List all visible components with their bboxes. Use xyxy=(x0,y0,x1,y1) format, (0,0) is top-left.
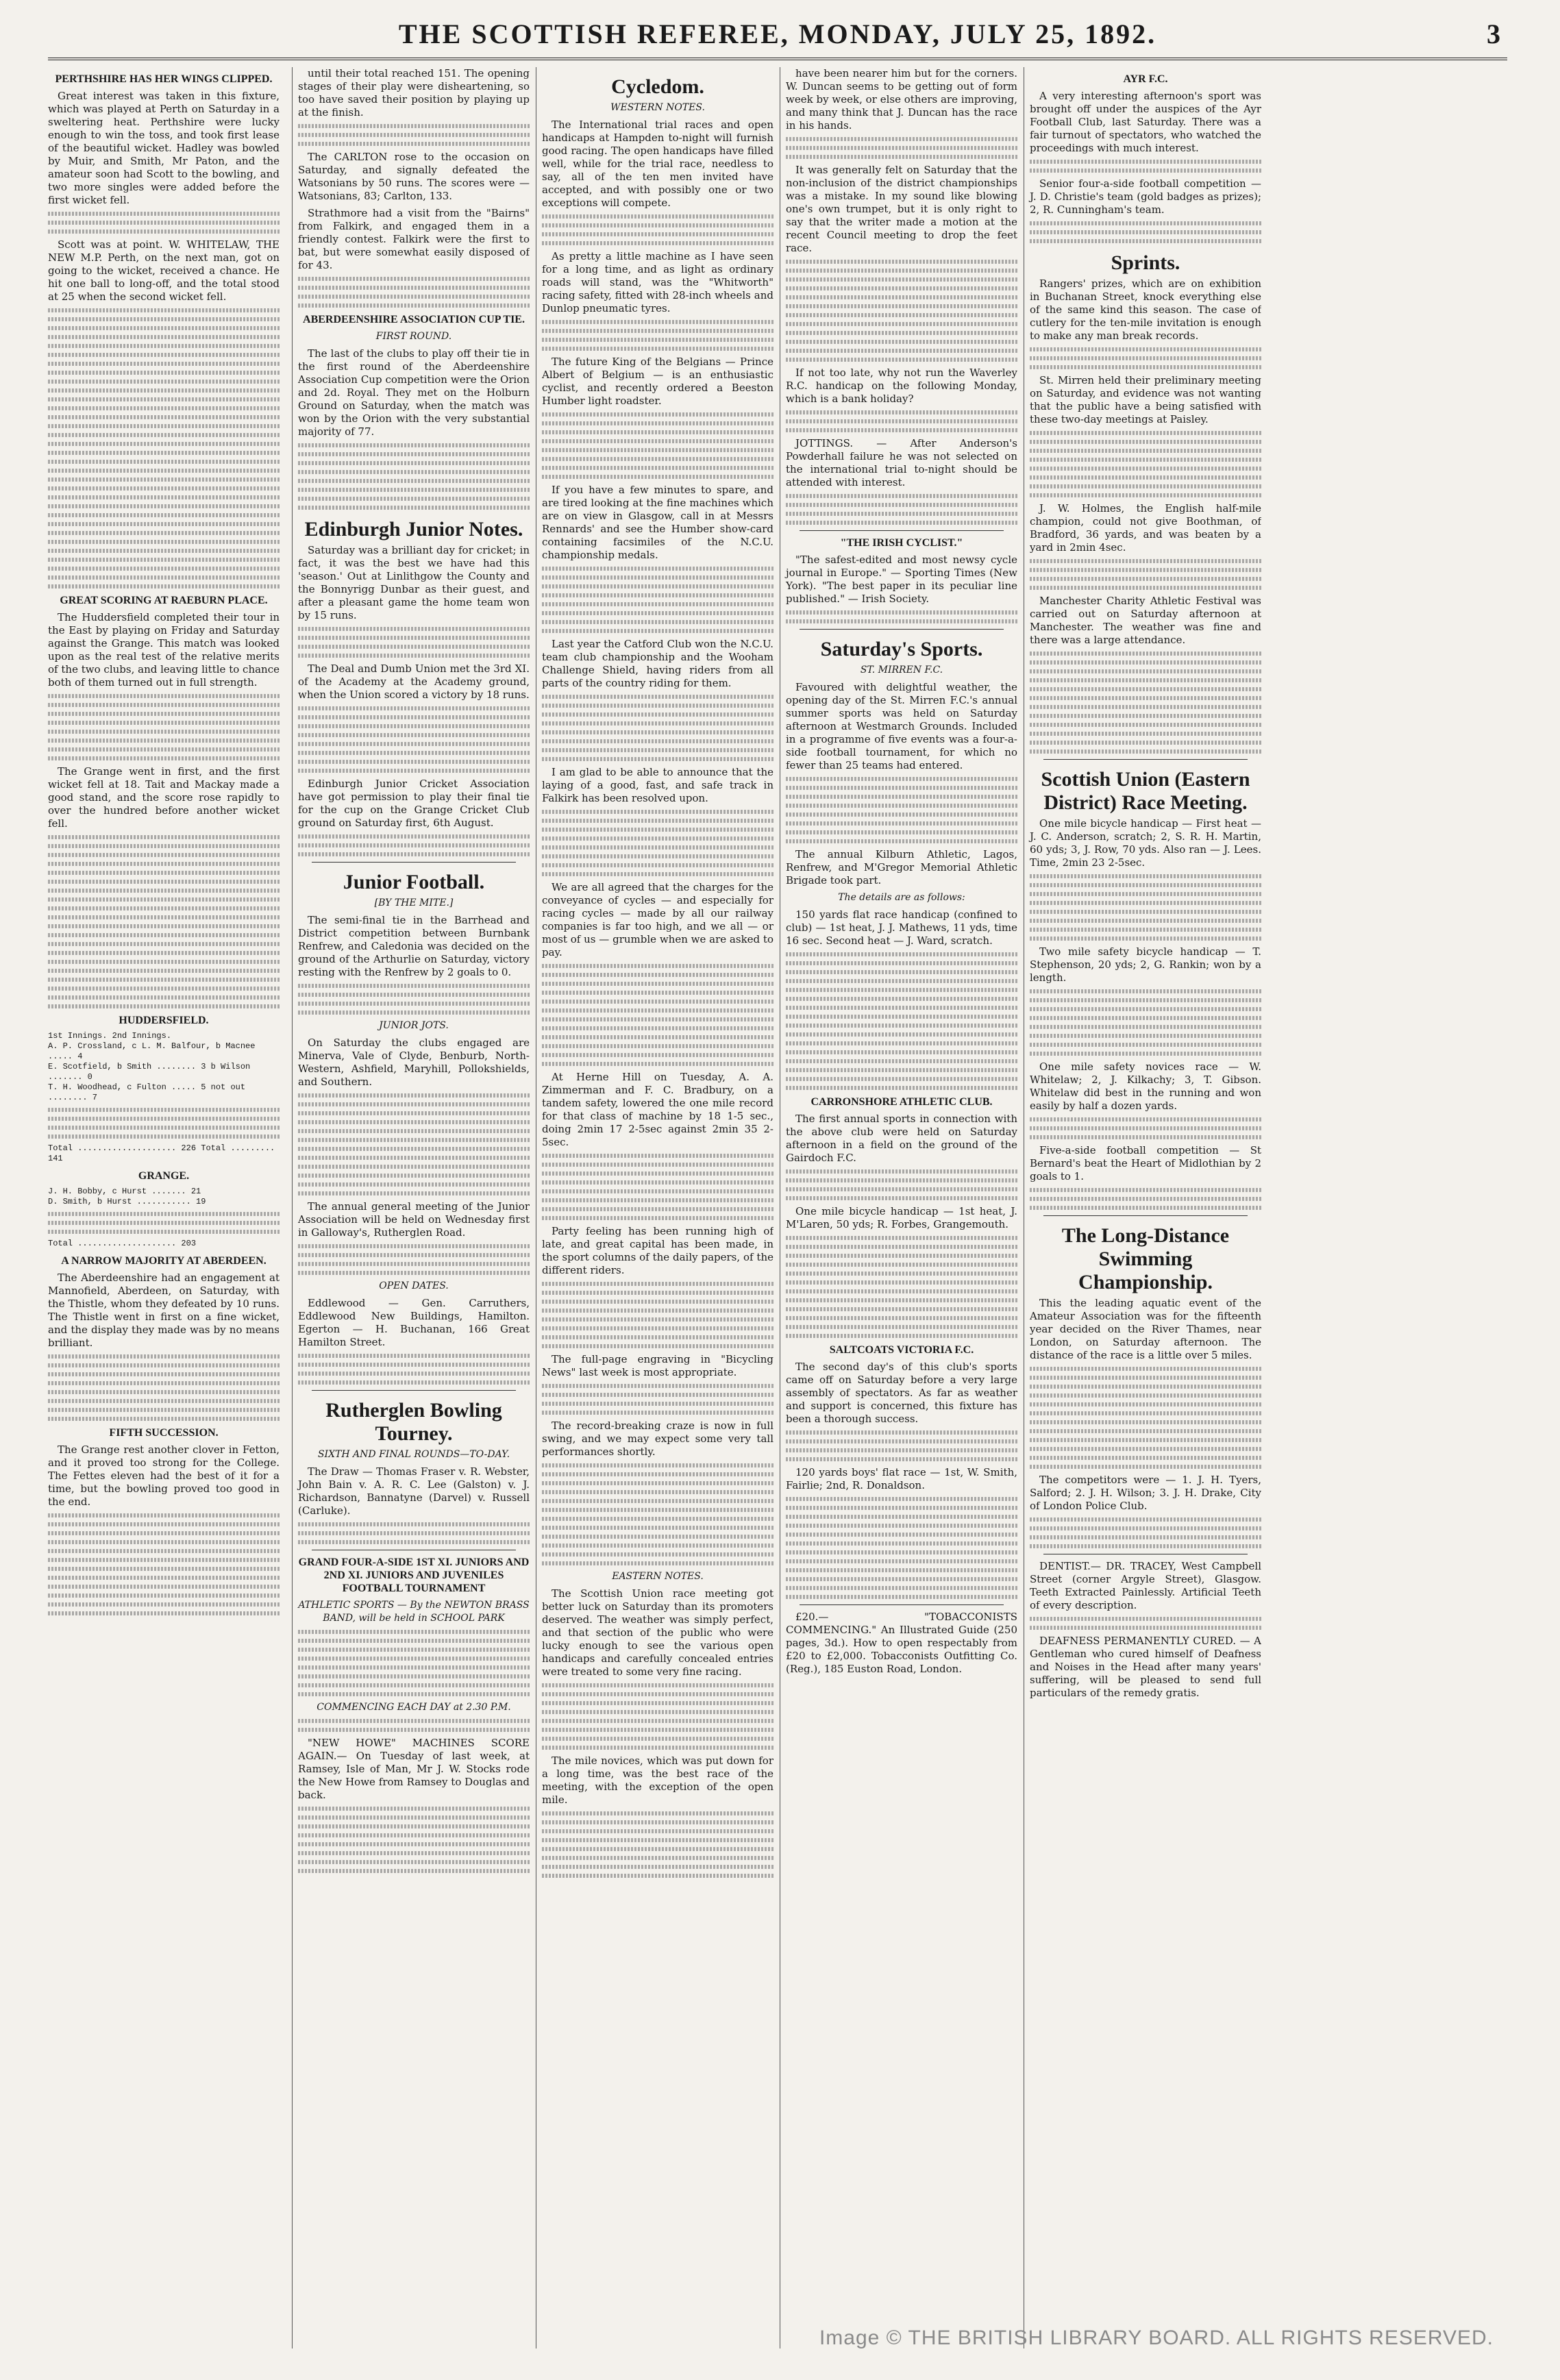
paragraph: As pretty a little machine as I have seen for a long time, and as light as ordinary roads will stand, was the "Whitworth" racing safety, fitted with 28-inch wheels and Dunlop pneumatic tyres. xyxy=(542,250,773,314)
paragraph: Saturday was a brilliant day for cricket; in fact, it was the best we have had this 'season.' Out at Linlithgow the County and the Bonnyrigg Dunbar as their guest, and after a pleasant game the home team won by 15 runs. xyxy=(298,544,530,621)
paragraph: The last of the clubs to play off their tie in the first round of the Aberdeenshire Association Cup competition were the Orion and 2d. Royal. They met on the Holburn Ground on Saturday, when the match was won by the Orion with the very substantial majority of 77. xyxy=(298,347,530,438)
paragraph: St. Mirren held their preliminary meeting on Saturday, and evidence was not wanting that the public have a being satisfied with these two-day meetings at Paisley. xyxy=(1030,374,1261,425)
column-4 xyxy=(780,67,1017,2348)
paragraph: The Grange went in first, and the first wicket fell at 18. Tait and Mackay made a good stand, and the score rose rapidly to over the hundred before another wicket fell. xyxy=(48,765,280,830)
scorecard-line: Total .................... 203 xyxy=(48,1239,197,1248)
masthead xyxy=(48,14,1507,60)
headline-fifth-succession: FIFTH SUCCESSION. xyxy=(109,1427,219,1439)
headline-grange: GRANGE. xyxy=(138,1170,190,1182)
paragraph: until their total reached 151. The opening stages of their play were disheartening, so too have saved their position by playing up at the finish. xyxy=(298,67,530,119)
headline-perthshire: PERTHSHIRE HAS HER WINGS CLIPPED. xyxy=(55,73,273,85)
headline-saltcoats: SALTCOATS VICTORIA F.C. xyxy=(829,1344,974,1356)
paragraph: "NEW HOWE" MACHINES SCORE AGAIN.— On Tuesday of last week, at Ramsey, Isle of Man, Mr J. W. Stocks rode the New Howe from Ramsey to Douglas and back. xyxy=(298,1737,530,1801)
column-5 xyxy=(1024,67,1261,2348)
headline-edinburgh-junior: Edinburgh Junior Notes. xyxy=(304,518,523,541)
paragraph: Rangers' prizes, which are on exhibition in Buchanan Street, knock everything else of the same kind this season. The case of cutlery for the ten-mile invitation is enough to make any man break records. xyxy=(1030,277,1261,342)
scorecard-line: T. H. Woodhead, c Fulton ..... 5 not out ........ 7 xyxy=(48,1082,246,1102)
paragraph: The full-page engraving in "Bicycling News" last week is most appropriate. xyxy=(542,1353,773,1378)
headline-junior-football: Junior Football. xyxy=(343,871,485,893)
paragraph: The competitors were — 1. J. H. Tyers, Salford; 2. J. H. Wilson; 3. J. H. Drake, City of London Police Club. xyxy=(1030,1474,1261,1512)
paragraph: The first annual sports in connection with the above club were held on Saturday afternoon in a field on the ground of the Gairdoch F.C. xyxy=(786,1113,1017,1164)
paragraph: If not too late, why not run the Waverley R.C. handicap on the following Monday, which is a bank holiday? xyxy=(786,367,1017,405)
paragraph: Scott was at point. W. WHITELAW, THE NEW M.P. Perth, on the next man, got on going to the wicket, received a chance. He hit one ball to long-off, and the total stood at 25 when the second wicket fell. xyxy=(48,238,280,303)
headline-raeburn: GREAT SCORING AT RAEBURN PLACE. xyxy=(60,595,268,606)
paragraph: On Saturday the clubs engaged are Minerva, Vale of Clyde, Benburb, North-Western, Ashfield, Maryhill, Pollokshields, and Southern. xyxy=(298,1037,530,1088)
paragraph: One mile bicycle handicap — First heat — J. C. Anderson, scratch; 2, S. R. H. Martin, 60 yds; 3, J. Row, 70 yds. Also ran — J. Lees. Time, 2min 23 2-5sec. xyxy=(1030,817,1261,869)
subheading: The details are as follows: xyxy=(838,892,965,903)
paragraph: "The safest-edited and most newsy cycle journal in Europe." — Sporting Times (New York). "The best paper in its peculiar line published." — Irish Society. xyxy=(786,554,1017,605)
paragraph: I am glad to be able to announce that the laying of a good, fast, and safe track in Falkirk has been resolved upon. xyxy=(542,766,773,804)
scorecard-line: Total .................... 226 Total ......... 141 xyxy=(48,1143,275,1163)
paragraph: Strathmore had a visit from the "Bairns" from Falkirk, and engaged them in a friendly contest. Falkirk were the first to bat, but were somewhat easily disposed of for 43. xyxy=(298,207,530,271)
paragraph: This the leading aquatic event of the Amateur Association was for the fifteenth year decided on the River Thames, near London, on Saturday afternoon. The distance of the race is a little over 5 miles. xyxy=(1030,1297,1261,1361)
paragraph: The Scottish Union race meeting got better luck on Saturday than its promoters deserved. The weather was simply perfect, and that section of the public who were lucky enough to see the various open handicaps and carefully concealed entries were treated to some very fine racing. xyxy=(542,1587,773,1678)
scorecard-line: J. H. Bobby, c Hurst ....... 21 xyxy=(48,1187,201,1196)
advert-tobacconists: £20.— "TOBACCONISTS COMMENCING." An Illustrated Guide (250 pages, 3d.). How to open respectably from £20 to £2,000. Tobacconists Outfitting Co. (Reg.), 185 Euston Road, London. xyxy=(786,1611,1017,1675)
scorecard-line: A. P. Crossland, c L. M. Balfour, b Macnee ..... 4 xyxy=(48,1041,256,1061)
subheading: ST. MIRREN F.C. xyxy=(860,665,943,675)
newspaper-page xyxy=(48,14,1507,2357)
paragraph: The CARLTON rose to the occasion on Saturday, and signally defeated the Watsonians by 50 runs. The scores were — Watsonians, 83; Carlton, 133. xyxy=(298,151,530,202)
subheading: JUNIOR JOTS. xyxy=(379,1020,449,1031)
newspaper-title: THE SCOTTISH REFEREE, MONDAY, JULY 25, 1892. xyxy=(398,18,1157,49)
headline-scottish-union: Scottish Union (Eastern District) Race Meeting. xyxy=(1041,768,1250,814)
headline-aberdeenshire-cup: ABERDEENSHIRE ASSOCIATION CUP TIE. xyxy=(303,314,525,325)
subheading: OPEN DATES. xyxy=(379,1280,449,1291)
paragraph: have been nearer him but for the corners. W. Duncan seems to be getting out of form week by week, or else others are improving, and many think that J. Duncan has the race in his hands. xyxy=(786,67,1017,132)
headline-long-distance-swimming: The Long-Distance Swimming Championship. xyxy=(1061,1224,1230,1293)
paragraph: Eddlewood — Gen. Carruthers, Eddlewood New Buildings, Hamilton. Egerton — H. Buchanan, 166 Great Hamilton Street. xyxy=(298,1297,530,1348)
subheading: FIRST ROUND. xyxy=(375,331,452,342)
scorecard-line: 1st Innings. 2nd Innings. xyxy=(48,1031,172,1041)
paragraph: The record-breaking craze is now in full swing, and we may expect some very tall performances shortly. xyxy=(542,1420,773,1458)
advert-irish-cyclist: "THE IRISH CYCLIST." xyxy=(840,537,963,549)
paragraph: JOTTINGS. — After Anderson's Powderhall failure he was not selected on the international trial to-night should be attended with interest. xyxy=(786,437,1017,488)
paragraph: Senior four-a-side football competition — J. D. Christie's team (gold badges as prizes); 2, R. Cunningham's team. xyxy=(1030,177,1261,216)
paragraph: At Herne Hill on Tuesday, A. A. Zimmerman and F. C. Bradbury, on a tandem safety, lowered the one mile record for that class of machine by 18 1-5 sec., doing 2min 17 2-5sec against 2min 35 2-5sec. xyxy=(542,1071,773,1148)
advert-tournament: GRAND FOUR-A-SIDE 1ST XI. JUNIORS AND 2ND XI. JUNIORS AND JUVENILES FOOTBALL TOURNAMENT xyxy=(298,1557,530,1594)
paragraph: 150 yards flat race handicap (confined to club) — 1st heat, J. J. Mathews, 11 yds, time 16 sec. Second heat — J. Ward, scratch. xyxy=(786,908,1017,947)
paragraph: The annual Kilburn Athletic, Lagos, Renfrew, and M'Gregor Memorial Athletic Brigade took part. xyxy=(786,848,1017,887)
headline-carronshore: CARRONSHORE ATHLETIC CLUB. xyxy=(810,1096,993,1108)
paragraph: Five-a-side football competition — St Bernard's beat the Heart of Midlothian by 2 goals to 1. xyxy=(1030,1144,1261,1182)
article-columns xyxy=(48,67,1507,2348)
paragraph: The Deal and Dumb Union met the 3rd XI. of the Academy at the Academy ground, when the Union scored a victory by 18 runs. xyxy=(298,662,530,701)
paragraph: The annual general meeting of the Junior Association will be held on Wednesday first in Galloway's, Rutherglen Road. xyxy=(298,1200,530,1239)
paragraph: The International trial races and open handicaps at Hampden to-night will furnish good racing. The open handicaps have filled well, while for the trial race, needless to say, all of the ten men invited have accepted, and with possibly one or two exceptions will compete. xyxy=(542,119,773,209)
headline-sprints: Sprints. xyxy=(1111,251,1180,274)
advert-deafness: DEAFNESS PERMANENTLY CURED. — A Gentleman who cured himself of Deafness and Noises in the Head after many years' suffering, will be pleased to send full particulars of the remedy gratis. xyxy=(1030,1635,1261,1699)
scorecard-line: D. Smith, b Hurst ........... 19 xyxy=(48,1197,206,1206)
page-number: 3 xyxy=(1487,18,1500,49)
headline-rutherglen-bowling: Rutherglen Bowling Tourney. xyxy=(325,1399,502,1445)
paragraph: One mile bicycle handicap — 1st heat, J. M'Laren, 50 yds; R. Forbes, Grangemouth. xyxy=(786,1205,1017,1230)
headline-cycledom: Cycledom. xyxy=(611,75,704,98)
paragraph: Great interest was taken in this fixture, which was played at Perth on Saturday in a sweltering heat. Perthshire were lucky enough to win the toss, and took first lease of the beautiful wicket. Hadley was bowled by Muir, and Smith, Mr Paton, and the amateur soon had Scott to the bowling, and two more singles were added before the first wicket fell. xyxy=(48,90,280,206)
paragraph: 120 yards boys' flat race — 1st, W. Smith, Fairlie; 2nd, R. Donaldson. xyxy=(786,1466,1017,1491)
paragraph: One mile safety novices race — W. Whitelaw; 2, J. Kilkachy; 3, T. Gibson. Whitelaw did best in the running and won easily by half a dozen yards. xyxy=(1030,1061,1261,1112)
paragraph: The Aberdeenshire had an engagement at Mannofield, Aberdeen, on Saturday, with the Thistle, whom they defeated by 10 runs. The Thistle went in first on a fine wicket, and the display they made was by no means brilliant. xyxy=(48,1272,280,1349)
paragraph: The Grange rest another clover in Fetton, and it proved too strong for the College. The Fettes eleven had the best of it for a time, but the bowling proved too good in the end. xyxy=(48,1443,280,1508)
paragraph: Two mile safety bicycle handicap — T. Stephenson, 20 yds; 2, G. Rankin; won by a length. xyxy=(1030,945,1261,984)
advert-dentist: DENTIST.— DR. TRACEY, West Campbell Street (corner Argyle Street), Glasgow. Teeth Extracted Painlessly. Artificial Teeth of every description. xyxy=(1030,1560,1261,1611)
paragraph: The Huddersfield completed their tour in the East by playing on Friday and Saturday against the Grange. This match was looked upon as the real test of the relative merits of the two clubs, and leaving little to chance both of them turned out in full strength. xyxy=(48,611,280,689)
paragraph: The mile novices, which was put down for a long time, was the best race of the meeting, with the exception of the open mile. xyxy=(542,1755,773,1806)
paragraph: Last year the Catford Club won the N.C.U. team club championship and the Wooham Challenge Shield, having riders from all parts of the country riding for them. xyxy=(542,638,773,689)
headline-saturdays-sports: Saturday's Sports. xyxy=(820,638,983,660)
byline: [BY THE MITE.] xyxy=(374,897,454,908)
paragraph: The second day's of this club's sports came off on Saturday before a very large assembly of spectators. As far as weather and support is concerned, this fixture has been a thorough success. xyxy=(786,1361,1017,1425)
paragraph: Manchester Charity Athletic Festival was carried out on Saturday afternoon at Manchester. The weather was fine and there was a large attendance. xyxy=(1030,595,1261,646)
paragraph: We are all agreed that the charges for the conveyance of cycles — and especially for racing cycles — made by all our railway companies is far too high, and we all — or most of us — grumble when we are asked to pay. xyxy=(542,881,773,958)
scorecard-line: E. Scotfield, b Smith ........ 3 b Wilson ....... 0 xyxy=(48,1062,251,1082)
headline-aberdeen: A NARROW MAJORITY AT ABERDEEN. xyxy=(61,1255,267,1267)
paragraph: J. W. Holmes, the English half-mile champion, could not give Boothman, of Bradford, 36 yards, and was beaten by a yard in 2min 4sec. xyxy=(1030,502,1261,554)
paragraph: A very interesting afternoon's sport was brought off under the auspices of the Ayr Football Club, last Saturday. There was a fair turnout of spectators, who watched the proceedings with much interest. xyxy=(1030,90,1261,154)
paragraph: It was generally felt on Saturday that the non-inclusion of the district championships was a mistake. In my sound like blowing one's own trumpet, but it is only right to say that the writer made a motion at the recent Council meeting to drop the feet race. xyxy=(786,164,1017,254)
headline-ayr-fc: AYR F.C. xyxy=(1123,73,1168,85)
column-2 xyxy=(292,67,530,2348)
paragraph: The future King of the Belgians — Prince Albert of Belgium — is an enthusiastic cyclist, and recently ordered a Beeston Humber light roadster. xyxy=(542,356,773,407)
paragraph: Edinburgh Junior Cricket Association have got permission to play their final tie for the cup on the Grange Cricket Club ground on Saturday first, 6th August. xyxy=(298,778,530,829)
advert-sports: ATHLETIC SPORTS — By the NEWTON BRASS BAND, will be held in SCHOOL PARK xyxy=(298,1600,530,1624)
paragraph: The Draw — Thomas Fraser v. R. Webster, John Bain v. A. R. C. Lee (Galston) v. J. Richardson, Bannatyne (Darvel) v. Russell (Carluke). xyxy=(298,1465,530,1517)
paragraph: Favoured with delightful weather, the opening day of the St. Mirren F.C.'s annual summer sports was held on Saturday afternoon at Westmarch Grounds. Included in a programme of five events was a four-a-side football tournament, for which no fewer than 25 teams had entered. xyxy=(786,681,1017,771)
headline-huddersfield: HUDDERSFIELD. xyxy=(119,1015,209,1026)
column-1 xyxy=(48,67,280,2348)
subheading: WESTERN NOTES. xyxy=(610,102,705,113)
paragraph: If you have a few minutes to spare, and are tired looking at the fine machines which are on view in Glasgow, call in at Messrs Rennards' and see the Humber show-card containing facsimiles of the N.C.U. championship medals. xyxy=(542,484,773,561)
copyright-watermark: Image © THE BRITISH LIBRARY BOARD. ALL RIGHTS RESERVED. xyxy=(819,2327,1494,2349)
paragraph: Party feeling has been running high of late, and great capital has been made, in the sport columns of the daily papers, of the different riders. xyxy=(542,1225,773,1276)
advert-time: COMMENCING EACH DAY at 2.30 P.M. xyxy=(317,1702,511,1713)
paragraph: The semi-final tie in the Barrhead and District competition between Burnbank Renfrew, and Caledonia was decided on the ground of the Arthurlie on Saturday, victory resting with the Renfrew by 2 goals to 0. xyxy=(298,914,530,978)
subheading: EASTERN NOTES. xyxy=(612,1571,704,1582)
subheading: SIXTH AND FINAL ROUNDS—TO-DAY. xyxy=(317,1449,510,1460)
column-3 xyxy=(536,67,773,2348)
